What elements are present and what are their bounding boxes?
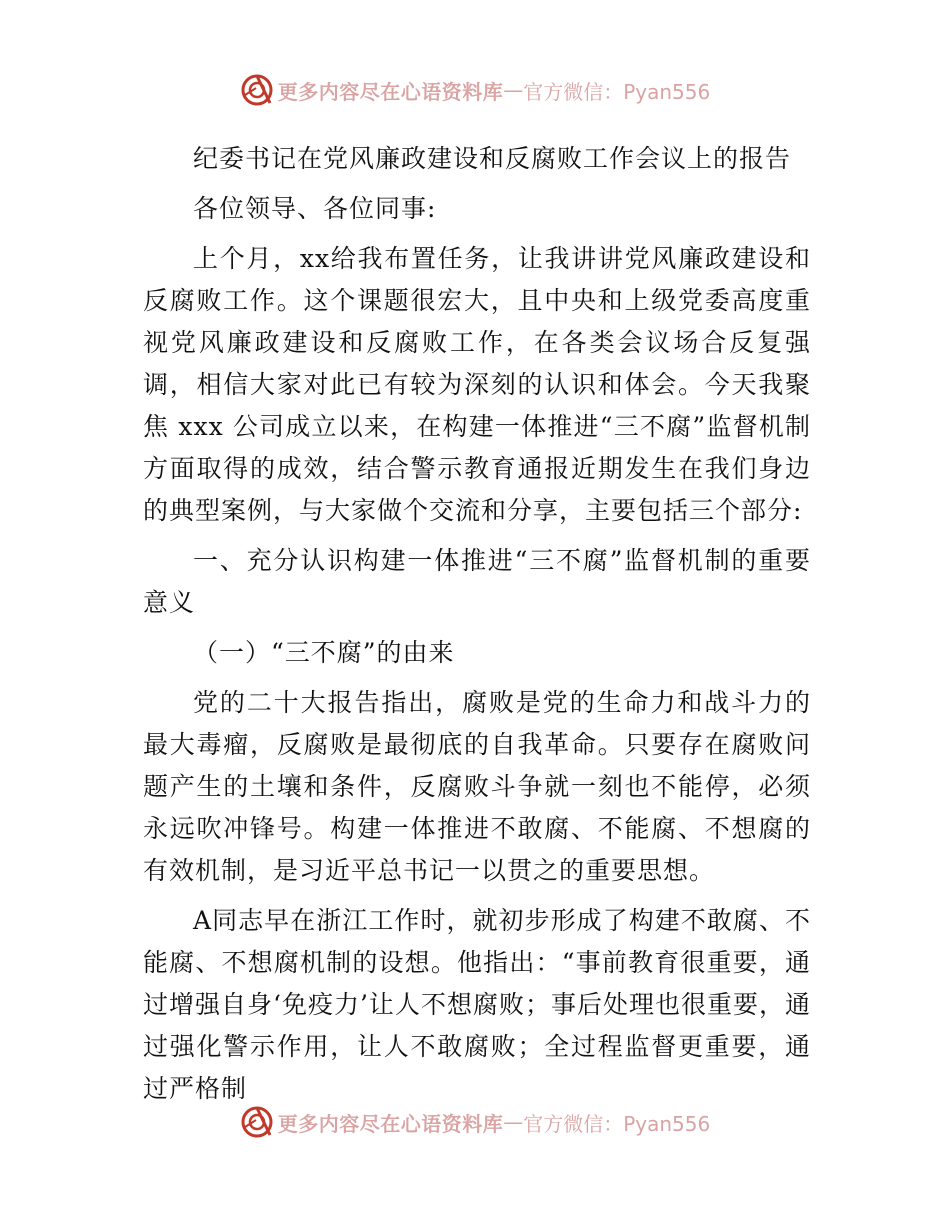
intro-paragraph: 上个月，xx给我布置任务，让我讲讲党风廉政建设和反腐败工作。这个课题很宏大，且中央和上级党委高度重视党风廉政建设和反腐败工作，在各类会议场合反复强调，相信大家对此已有较为深刻的认识和体会。今天我聚焦 xxx 公司成立以来，在构建一体推进“三不腐”监督机制方面取得的成效，结合警示教育通报近期发生在我们身边的典型案例，与大家做个交流和分享，主要包括三个部分: (143, 244, 811, 525)
document-body (143, 138, 811, 1118)
paragraph-1: 党的二十大报告指出，腐败是党的生命力和战斗力的最大毒瘤，反腐败是最彻底的自我革命。只要存在腐败问题产生的土壤和条件，反腐败斗争就一刻也不能停，必须永远吹冲锋号。构建一体推进不敢腐、不能腐、不想腐的有效机制，是习近平总书记一以贯之的重要思想。 (143, 688, 811, 885)
banner-separator: — (503, 1110, 524, 1134)
banner-wechat-text: 官方微信：Pyan556 (523, 79, 711, 104)
logo-icon (240, 1105, 274, 1139)
banner-separator: — (503, 78, 524, 102)
section-heading-1: 一、充分认识构建一体推进“三不腐”监督机制的重要意义 (143, 546, 811, 617)
banner-main-text: 更多内容尽在心语资料库 (277, 79, 504, 104)
banner-main-text: 更多内容尽在心语资料库 (277, 1111, 504, 1136)
logo-icon (240, 73, 274, 107)
document-title: 纪委书记在党风廉政建设和反腐败工作会议上的报告 (193, 144, 792, 173)
header-banner (0, 70, 950, 110)
paragraph-2: A同志早在浙江工作时，就初步形成了构建不敢腐、不能腐、不想腐机制的设想。他指出：“事前教育很重要，通过增强自身‘免疫力’让人不想腐败；事后处理也很重要，通过强化警示作用，让人不敢腐败；全过程监督更重要，通过严格制 (143, 906, 811, 1103)
subsection-heading-1: （一）“三不腐”的由来 (193, 638, 455, 667)
footer-banner (0, 1102, 950, 1142)
banner-wechat-text: 官方微信：Pyan556 (523, 1111, 711, 1136)
greeting: 各位领导、各位同事: (193, 194, 437, 223)
